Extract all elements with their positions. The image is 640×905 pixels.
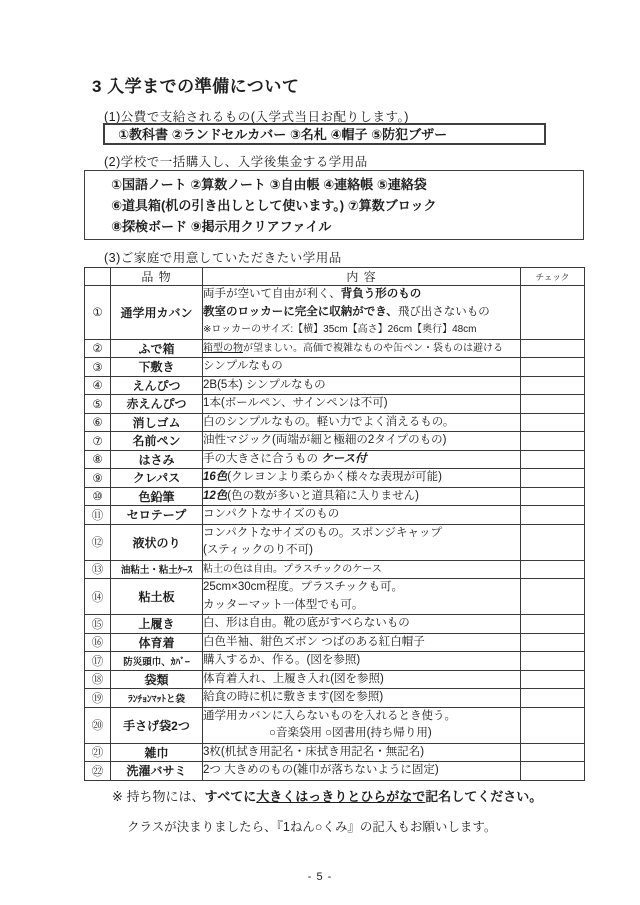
item-name: クレパス [111, 469, 203, 488]
row-number: ⑲ [85, 689, 111, 708]
item-name: 体育着 [111, 633, 203, 652]
text-segment: コンパクトなサイズのもの [203, 508, 340, 520]
check-cell [521, 376, 585, 395]
table-row [85, 652, 585, 671]
text-segment: 給食の時に机に敷きます(図を参照) [203, 691, 384, 703]
text-segment: 3枚(机拭き用記名・床拭き用記名・無記名) [203, 745, 425, 758]
item-name: 下敷き [111, 358, 203, 377]
item-description [203, 762, 521, 781]
check-cell [521, 633, 585, 652]
description-line [203, 671, 520, 689]
item-description [203, 670, 521, 689]
text-segment: クラスが決まりましたら、『1ねん○くみ』の記入もお願いします。 [127, 820, 497, 834]
check-cell [521, 487, 585, 506]
row-number: ⑤ [85, 395, 111, 414]
item-name: 袋類 [111, 670, 203, 689]
text-segment: 大きくはっきりとひらがなで [256, 789, 426, 804]
text-segment: 記名してください。 [425, 789, 543, 804]
row-number: ⑨ [85, 469, 111, 488]
row-number: ⑩ [85, 487, 111, 506]
row-number: ③ [85, 358, 111, 377]
item-description [203, 395, 521, 414]
section1-heading: (1)公費で支給されるもの(入学式当日お配りします。) [104, 110, 409, 124]
section2-heading: (2)学校で一括購入し、入学後集金する学用品 [104, 155, 368, 169]
table-header-row [85, 268, 585, 286]
item-description [203, 506, 521, 525]
table-row [85, 395, 585, 414]
text-segment: すべてに [204, 789, 257, 804]
check-cell [521, 524, 585, 560]
row-number: ⑰ [85, 652, 111, 671]
text-segment: カッターマット一体型でも可。 [203, 598, 364, 611]
row-number: ① [85, 286, 111, 340]
section1-box-text: ①教科書 ②ランドセルカバー ③名札 ④帽子 ⑤防犯ブザー [118, 127, 448, 142]
text-segment: (スティックのり不可) [203, 544, 314, 556]
table-row [85, 670, 585, 689]
section1-box [103, 123, 546, 145]
item-name: えんぴつ [111, 376, 203, 395]
table-row [85, 358, 585, 377]
item-name: 雑巾 [111, 743, 203, 762]
check-cell [521, 432, 585, 451]
item-name: 消しゴム [111, 413, 203, 432]
description-line [203, 321, 520, 339]
description-line [203, 488, 520, 506]
text-segment: 2つ 大きめのもの(雑巾が落ちないように固定) [203, 764, 439, 776]
row-number: ⑧ [85, 450, 111, 469]
item-description [203, 432, 521, 451]
table-row [85, 560, 585, 579]
text-segment: 購入するか、作る。(図を参照) [203, 654, 361, 666]
check-cell [521, 358, 585, 377]
text-segment: ※ 持ち物には、 [112, 789, 205, 804]
text-segment: 通学用カバンに入らないものを入れるとき使う。 [203, 709, 456, 722]
text-segment: 手の大きさに合うもの [203, 452, 322, 465]
table-row [85, 579, 585, 615]
row-number: ② [85, 339, 111, 358]
item-description [203, 652, 521, 671]
item-name: 赤えんぴつ [111, 395, 203, 414]
page-number: - 5 - [307, 871, 333, 883]
description-line [203, 395, 520, 413]
table-row [85, 376, 585, 395]
table-row [85, 286, 585, 340]
text-segment: 12色 [203, 489, 228, 502]
text-segment: が望ましい。高価で複雑なものや缶ペン・袋ものは避ける [243, 342, 503, 354]
table-row [85, 524, 585, 560]
page-title: 3 入学までの準備について [92, 77, 300, 96]
table-row [85, 432, 585, 451]
check-cell [521, 652, 585, 671]
item-name: セロテープ [111, 506, 203, 525]
text-segment: 両手が空いて自由が利く、 [203, 288, 341, 300]
row-number: ⑫ [85, 524, 111, 560]
description-line [203, 451, 520, 469]
check-cell [521, 286, 585, 340]
item-description [203, 376, 521, 395]
item-description [203, 743, 521, 762]
text-segment: 背負う形のもの [340, 288, 422, 300]
text-segment: ○音楽袋用 ○図書用(持ち帰り用) [269, 727, 432, 739]
text-segment: 16色 [203, 471, 228, 483]
description-line [203, 561, 520, 579]
check-cell [521, 560, 585, 579]
description-line [203, 432, 520, 450]
table-row [85, 633, 585, 652]
check-cell [521, 506, 585, 525]
item-name: ふで箱 [111, 339, 203, 358]
description-line [203, 652, 520, 670]
text-segment: 飛び出さないもの [397, 305, 490, 318]
description-line [203, 725, 520, 743]
text-segment: ケース付 [321, 452, 367, 465]
item-name: 上履き [111, 615, 203, 634]
table-row [85, 506, 585, 525]
item-name: 手さげ袋2つ [111, 707, 203, 743]
row-number: ⑮ [85, 615, 111, 634]
check-cell [521, 339, 585, 358]
item-name: 油粘土・粘土ｹｰｽ [111, 560, 203, 579]
check-cell [521, 762, 585, 781]
item-name: 防災頭巾、ｶﾊﾞｰ [111, 652, 203, 671]
description-line [203, 762, 520, 780]
check-cell [521, 469, 585, 488]
row-number: ㉒ [85, 762, 111, 781]
item-description [203, 358, 521, 377]
section2-box-line: ①国語ノート ②算数ノート ③自由帳 ④連絡帳 ⑤連絡袋 [111, 177, 427, 192]
description-line [203, 358, 520, 376]
row-number: ⑥ [85, 413, 111, 432]
check-cell [521, 450, 585, 469]
row-number: ⑱ [85, 670, 111, 689]
row-number: ⑯ [85, 633, 111, 652]
item-name: 通学用カバン [111, 286, 203, 340]
description-line [203, 414, 520, 432]
text-segment: 白、形は自由。靴の底がすべらないもの [203, 617, 410, 629]
supplies-table [84, 267, 585, 781]
description-line [203, 708, 520, 726]
item-description [203, 707, 521, 743]
check-cell [521, 615, 585, 634]
text-segment: 25cm×30cm程度。プラスチックも可。 [203, 581, 404, 593]
description-line [203, 689, 520, 707]
text-segment: 箱型の物 [203, 342, 243, 354]
row-number: ⑦ [85, 432, 111, 451]
row-number: ⑳ [85, 707, 111, 743]
description-line [203, 506, 520, 524]
text-segment: 教室のロッカーに完全に収納ができ、 [203, 305, 398, 318]
check-cell [521, 395, 585, 414]
check-cell [521, 689, 585, 708]
text-segment: (クレヨンより柔らかく様々な表現が可能) [227, 471, 442, 483]
row-number: ④ [85, 376, 111, 395]
description-line [203, 377, 520, 395]
item-description [203, 633, 521, 652]
section2-box [84, 170, 584, 240]
text-segment: ※ロッカーのサイズ:【横】35cm【高さ】26cm【奥行】48cm [203, 324, 477, 335]
item-description [203, 487, 521, 506]
section3-heading: (3)ご家庭で用意していただきたい学用品 [104, 251, 342, 265]
text-segment: (色の数が多いと道具箱に入りません) [227, 489, 419, 502]
description-line [203, 615, 520, 633]
item-name: はさみ [111, 450, 203, 469]
check-cell [521, 743, 585, 762]
item-description [203, 689, 521, 708]
check-cell [521, 579, 585, 615]
row-number: ⑬ [85, 560, 111, 579]
table-row [85, 743, 585, 762]
description-line [203, 744, 520, 762]
description-line [203, 286, 520, 304]
table-row [85, 762, 585, 781]
item-description [203, 524, 521, 560]
row-number: ⑪ [85, 506, 111, 525]
check-cell [521, 413, 585, 432]
item-description [203, 339, 521, 358]
table-row [85, 469, 585, 488]
text-segment: コンパクトなサイズのもの。スポンジキャップ [203, 526, 443, 539]
item-name: ﾗﾝﾁｮﾝﾏｯﾄと袋 [111, 689, 203, 708]
text-segment: 油性マジック(両端が細と極細の2タイプのもの) [203, 434, 447, 446]
item-description [203, 615, 521, 634]
description-line [203, 340, 520, 358]
check-cell [521, 707, 585, 743]
item-description [203, 413, 521, 432]
text-segment: 2B(5本) シンプルなもの [203, 378, 326, 391]
item-name: 洗濯バサミ [111, 762, 203, 781]
item-description [203, 579, 521, 615]
text-segment: 白色半袖、紺色ズボン つばのある紅白帽子 [203, 635, 425, 648]
item-column-header: 品 物 [111, 268, 203, 286]
description-line [203, 579, 520, 597]
text-segment: 白のシンプルなもの。軽い力でよく消えるもの。 [203, 415, 455, 428]
footer-note-2 [127, 817, 496, 835]
section2-box-line: ⑥道具箱(机の引き出しとして使います。) ⑦算数ブロック [111, 198, 437, 213]
description-line [203, 469, 520, 487]
table-row [85, 450, 585, 469]
text-segment: 粘土の色は自由。プラスチックのケース [203, 563, 382, 575]
text-segment: シンプルなもの [203, 360, 283, 372]
number-column-header [85, 268, 111, 286]
item-description [203, 560, 521, 579]
check-cell [521, 670, 585, 689]
item-name: 粘土板 [111, 579, 203, 615]
row-number: ㉑ [85, 743, 111, 762]
check-column-header: チェック [521, 268, 585, 286]
footer-note-1 [112, 786, 542, 805]
item-name: 液状のり [111, 524, 203, 560]
section2-box-line: ⑧探検ボード ⑨掲示用クリアファイル [111, 219, 332, 234]
text-segment: 1本(ボールペン、サインペンは不可) [203, 397, 388, 409]
content-column-header: 内 容 [203, 268, 521, 286]
item-name: 色鉛筆 [111, 487, 203, 506]
row-number: ⑭ [85, 579, 111, 615]
description-line [203, 525, 520, 543]
table-row [85, 689, 585, 708]
table-row [85, 487, 585, 506]
table-row [85, 413, 585, 432]
description-line [203, 542, 520, 560]
table-row [85, 339, 585, 358]
item-description [203, 450, 521, 469]
description-line [203, 304, 520, 322]
table-row [85, 707, 585, 743]
description-line [203, 597, 520, 615]
item-name: 名前ペン [111, 432, 203, 451]
text-segment: 体育着入れ、上履き入れ(図を参照) [203, 672, 384, 685]
table-row [85, 615, 585, 634]
item-description [203, 469, 521, 488]
description-line [203, 634, 520, 652]
item-description [203, 286, 521, 340]
